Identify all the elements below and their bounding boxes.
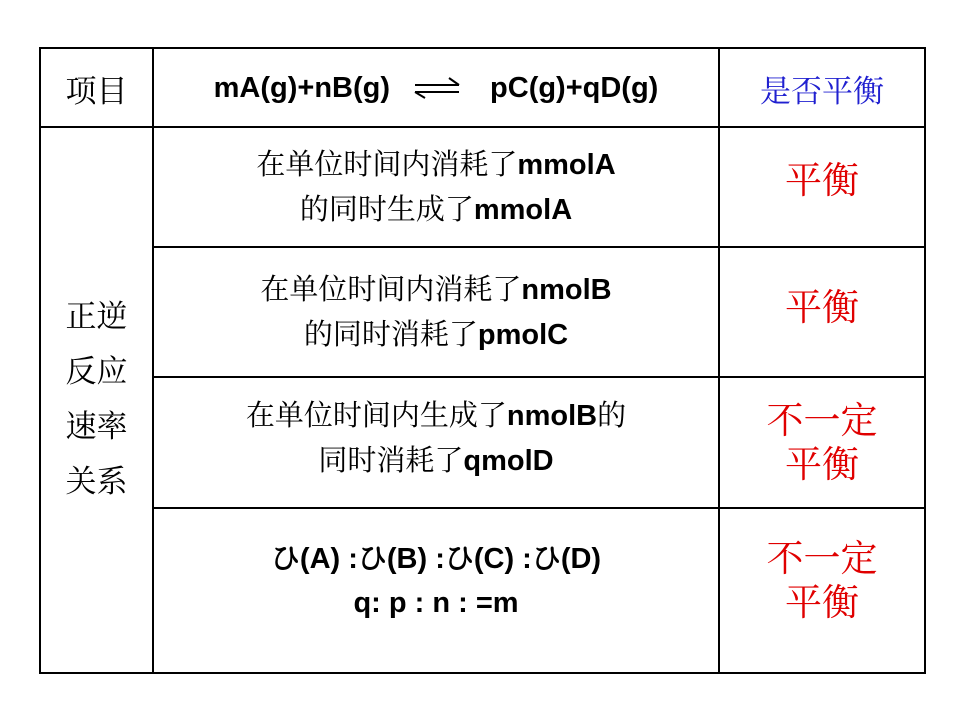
condition-text: 同时消耗了 (318, 442, 464, 477)
condition-bold: mmolA (517, 149, 616, 181)
condition-cell-1 (154, 128, 718, 246)
condition-cell-3 (154, 378, 718, 507)
side-label-line: 正逆 (65, 299, 128, 335)
side-label-cell (41, 128, 152, 672)
side-label-line: 速率 (65, 409, 128, 445)
result-cell-4 (720, 509, 924, 672)
rate-ratio-expression: ひ(A) :ひ(B) :ひ(C) :ひ(D) (270, 542, 602, 575)
equation-right: pC(g)+qD(g) (490, 71, 659, 104)
condition-text: 在单位时间内消耗了 (256, 147, 518, 181)
condition-bold: pmolC (477, 319, 569, 351)
condition-line (256, 142, 615, 187)
condition-line (260, 267, 611, 312)
header-balanced-cell (720, 49, 924, 127)
condition-bold: nmolB (506, 399, 598, 432)
reversible-arrow-icon (414, 77, 460, 99)
coefficient-ratio: q: p : n : =m (353, 586, 519, 619)
header-item-label: 项目 (65, 73, 128, 110)
condition-cell-4 (154, 509, 718, 672)
side-label-line: 关系 (65, 464, 128, 500)
result-text: 不一定 (766, 398, 878, 442)
result-text: 平衡 (785, 159, 859, 202)
condition-text: 的 (597, 397, 627, 432)
condition-line (318, 438, 553, 483)
condition-bold: nmolB (521, 274, 612, 306)
reaction-equation (154, 49, 718, 127)
equation-left: mA(g)+nB(g) (213, 71, 391, 104)
header-balanced-label: 是否平衡 (760, 73, 884, 110)
condition-cell-2 (154, 248, 718, 376)
condition-line (304, 312, 568, 357)
condition-line (300, 187, 572, 232)
result-cell-1 (720, 128, 924, 246)
condition-text: 在单位时间内生成了 (245, 397, 507, 432)
condition-line (246, 393, 626, 438)
side-label-line: 反应 (65, 354, 128, 390)
condition-text: 的同时生成了 (299, 192, 474, 226)
result-text: 不一定 (766, 536, 878, 580)
equilibrium-table (39, 47, 926, 674)
condition-bold: qmolD (463, 444, 554, 477)
header-item-cell (41, 49, 152, 127)
condition-bold: mmolA (473, 194, 573, 226)
condition-text: 的同时消耗了 (303, 317, 478, 351)
result-cell-3 (720, 378, 924, 507)
result-text: 平衡 (785, 442, 859, 486)
result-text: 平衡 (785, 286, 859, 329)
result-cell-2 (720, 248, 924, 376)
condition-text: 在单位时间内消耗了 (260, 272, 522, 306)
result-text: 平衡 (785, 580, 859, 624)
